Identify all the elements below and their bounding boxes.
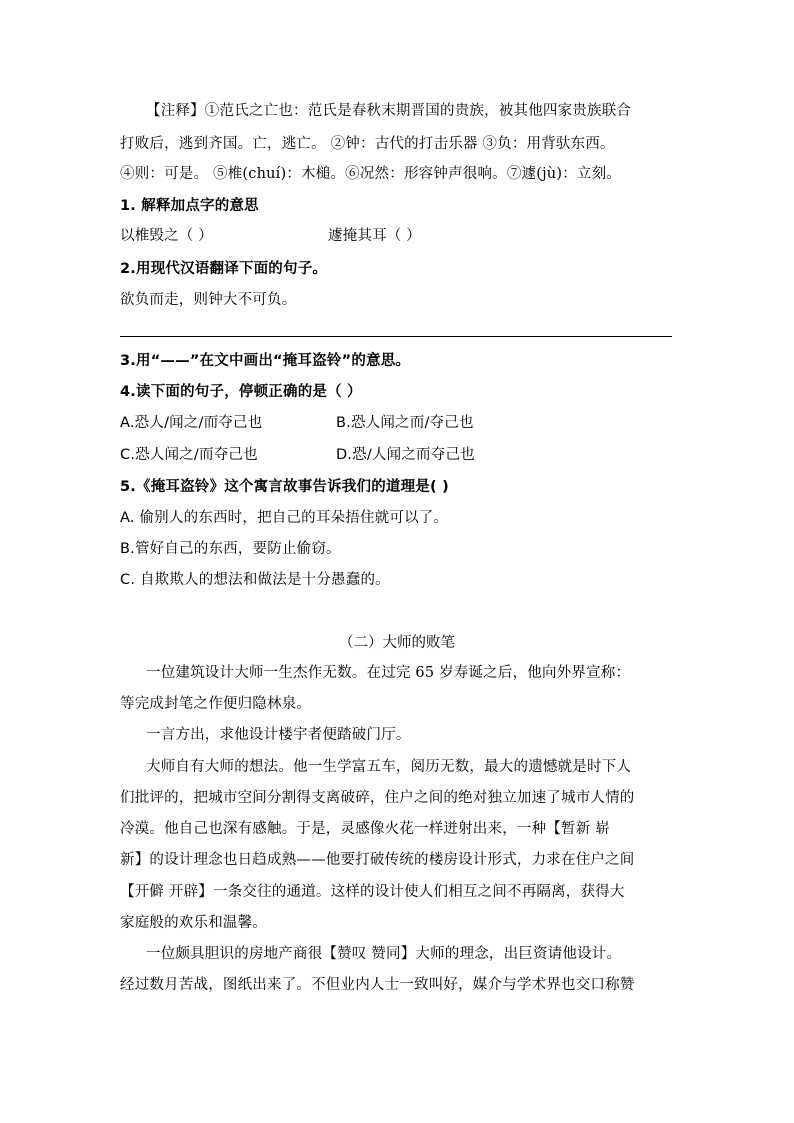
question-2-sentence: 欲负而走，则钟大不可负。 <box>120 292 297 308</box>
section-2-paragraph-3-line-4: 新】的设计理念也日趋成熟——他要打破传统的楼房设计形式，力求在住户之间 <box>120 852 635 868</box>
section-2-title: （二）大师的败笔 <box>339 635 455 651</box>
section-2-paragraph-3-line-2: 们批评的，把城市空间分割得支离破碎，住户之间的绝对独立加速了城市人情的 <box>120 790 635 806</box>
question-5-title: 5.《掩耳盗铃》这个寓言故事告诉我们的道理是( ) <box>120 479 449 495</box>
notes-line-3: ④则：可是。 ⑤椎(chuí)：木槌。⑥况然：形容钟声很响。⑦遽(jù)：立刻。 <box>120 166 622 182</box>
section-2-paragraph-1-line-2: 等完成封笔之作便归隐林泉。 <box>120 696 312 712</box>
section-2-paragraph-3-line-1: 大师自有大师的想法。他一生学富五车，阅历无数，最大的遗憾就是时下人 <box>146 759 632 775</box>
section-2-paragraph-3-line-3: 冷漠。他自己也深有感触。于是，灵感像火花一样迸射出来，一种【暂新 崭 <box>120 821 610 837</box>
question-5-option-b: B.管好自己的东西，要防止偷窃。 <box>120 541 341 557</box>
question-4-title: 4.读下面的句子，停顿正确的是（ ） <box>120 384 362 400</box>
question-5-option-c: C. 自欺欺人的想法和做法是十分愚蠢的。 <box>120 572 390 588</box>
question-4-option-a: A.恐人/闻之/而夺己也 <box>120 415 263 431</box>
section-2-paragraph-3-line-6: 家庭般的欢乐和温馨。 <box>120 915 267 931</box>
section-2-paragraph-3-line-5: 【开僻 开辟】一条交往的通道。这样的设计使人们相互之间不再隔离，获得大 <box>120 884 625 900</box>
section-2-paragraph-4-line-1: 一位颇具胆识的房地产商很【赞叹 赞同】大师的理念，出巨资请他设计。 <box>146 946 622 962</box>
question-2-title: 2.用现代汉语翻译下面的句子。 <box>120 261 328 277</box>
question-4-option-b: B.恐人闻之而/夺己也 <box>336 415 474 431</box>
section-2-paragraph-2-line-1: 一言方出，求他设计楼宇者便踏破门厅。 <box>146 727 411 743</box>
question-4-option-c: C.恐人闻之/而夺己也 <box>120 447 258 463</box>
question-1-title: 1. 解释加点字的意思 <box>120 198 259 214</box>
question-5-option-a: A. 偷别人的东西时，把自己的耳朵捂住就可以了。 <box>120 510 449 526</box>
question-4-option-d: D.恐/人闻之而夺己也 <box>336 447 475 463</box>
question-1-item-b: 遽掩其耳（ ） <box>328 228 422 244</box>
section-2-paragraph-4-line-2: 经过数月苦战，图纸出来了。不但业内人士一致叫好，媒介与学术界也交口称赞 <box>120 977 635 993</box>
section-2-paragraph-1-line-1: 一位建筑设计大师一生杰作无数。在过完 65 岁寿诞之后，他向外界宣称： <box>146 665 631 681</box>
answer-line <box>120 336 672 337</box>
question-1-item-a: 以椎毁之（ ） <box>120 228 214 244</box>
notes-line-1: 【注释】①范氏之亡也：范氏是春秋末期晋国的贵族，被其他四家贵族联合 <box>146 103 632 119</box>
question-3-title: 3.用“——”在文中画出“掩耳盗铃”的意思。 <box>120 353 411 369</box>
notes-line-2: 打败后，逃到齐国。亡，逃亡。 ②钟：古代的打击乐器 ③负：用背驮东西。 <box>120 136 615 152</box>
